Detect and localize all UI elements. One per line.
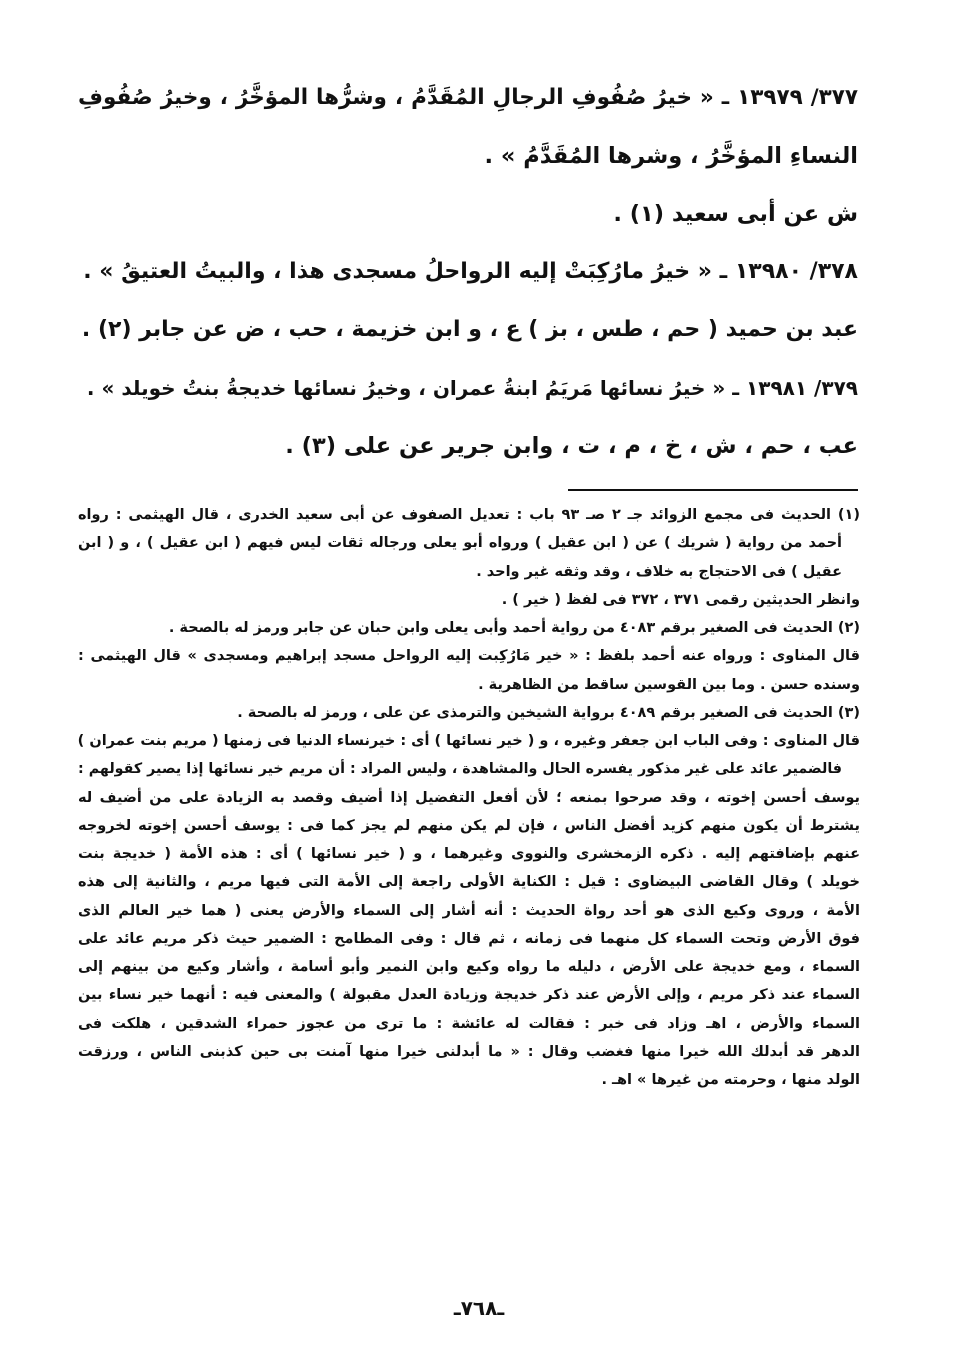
footnote-line: خويلد ) وقال القاضى البيضاوى : قيل : الكناية الأولى راجعة إلى الأمة التى فيها مريم ، والثانية إلى هذه: [78, 874, 860, 891]
footnote-line: أحمد من رواية ( شريك ) عن ( ابن عقيل ) ورواه أبو يعلى ورجاله ثقات ليس فيهم ( ابن عقيل ) ، و ( ابن: [78, 535, 842, 552]
page-number: ـ٧٦٨ـ: [453, 1296, 505, 1320]
footnote-line: السماء ، ومع خديجة على الأرض ، دليله ما رواه وكيع وابن النمير وأبو أسامة ، وأشار وكيع من بينهم إلى: [78, 959, 860, 975]
footnote-line: فوق الأرض وتحت السماء كل منهما فى زمانه ، ثم قال : وفى المطامح : الضمير حيث ذكر مريم عائد على: [78, 930, 860, 947]
footnote-line: الولد منها ، وحرمته من غيرها » اهـ .: [601, 1072, 860, 1088]
hadith-379: ٣٧٩/ ١٣٩٨١ ـ « خيرُ نسائها مَريَمُ ابنةُ عمران ، وخيرُ نسائها خديجةُ بنتُ خويلد » .: [86, 376, 858, 400]
footnote-line: يشترط أن يكون منهم كزيد أفضل الناس ، فإن لم يكن منهم لم يجز كما فى : يوسف أحسن إخوته لخروجه: [78, 817, 860, 834]
main-text: [78, 84, 858, 490]
footnote-line: فالضمير عائد على غير مذكور يفسره الحال والمشاهدة ، وليس المراد : أن مريم خير نسائها إذا يصير كقولهم :: [78, 761, 842, 778]
footnote-line: عقيل ) فى الاحتجاج به خلاف ، وقد وثقه غير واحد .: [476, 563, 842, 580]
hadith-377-source: ش عن أبى سعيد (١) .: [613, 201, 858, 227]
hadith-378-source: عبد بن حميد ( حم ، طس ، بز ) ع ، و ابن خزيمة ، حب ، ض عن جابر (٢) .: [81, 317, 858, 342]
footnote-line: عنهم بإضافتهم إليه . ذكره الزمخشرى والنووى وغيرهما ، و ( خير نسائها ) أى : هذه الأمة ( خديجة بنت: [78, 846, 860, 862]
footnote-line: (١) الحديث فى مجمع الزوائد جـ ٢ صـ ٩٣ باب : تعديل الصفوف عن أبى سعيد الخدرى ، قال الهيثمى : رواه: [78, 507, 860, 523]
footnote-line: وسنده حسن . وما بين القوسين ساقط من الظاهرية .: [478, 676, 860, 693]
footnote-line: الدهر قد أبدلك الله خيرا منها فغضب وقال : « ما أبدلنى خيرا منها آمنت بى حين كذبنى الناس ، ورزقت: [78, 1043, 860, 1060]
footnote-line: السماء عند ذكر مريم ، وإلى الأرض عند ذكر خديجة وزيادة العدل مقبولة ) والمعنى فيه : أنهما خير نساء بين: [78, 987, 860, 1004]
footnote-line: قال المناوى : وفى الباب ابن جعفر وغيره ، و ( خير نسائها ) أى : خيرنساء الدنيا فى زمنها ( مريم بنت عمران ): [77, 733, 860, 749]
footnote-line: يوسف أحسن إخوته ، وقد صرحوا بمنعه ؛ لأن أفعل التفضيل إذا أضيف وقصد به الزيادة على من أضيف له: [78, 789, 860, 806]
hadith-379-source: عب ، حم ، ش ، خ ، م ، ت ، وابن جرير عن على (٣) .: [285, 433, 858, 459]
footnote-line: السماء والأرض ، اهـ وزاد فى خبر : فقالت له عائشة : ما ترى من عجوز حمراء الشدقين ، هلكت فى: [78, 1015, 860, 1032]
footnote-line: الأمة ، وروى وكيع الذى هو أحد رواة الحديث : أنه أشار إلى السماء والأرض يعنى ( هما خير العالم الذى: [78, 902, 860, 919]
hadith-377-line-2: النساءِ المؤخَّرُ ، وشرها المُقَدَّمُ » .: [484, 143, 858, 169]
footnote-line: (٢) الحديث فى الصغير برقم ٤٠٨٣ من رواية أحمد وأبى يعلى وابن حبان عن جابر ورمز له بالصحة .: [168, 620, 860, 636]
footnote-line: قال المناوى : ورواه عنه أحمد بلفظ : « خير مَارُكِبت إليه الرواحل مسجد إبراهيم ومسجدى » قال الهيثمى :: [78, 648, 860, 665]
footnote-line: وانظر الحديثين رقمى ٣٧١ ، ٣٧٢ فى لفظ ( خير ) .: [501, 591, 860, 608]
footnote-line: (٣) الحديث فى الصغير برقم ٤٠٨٩ برواية الشيخين والترمذى عن على ، ورمز له بالصحة .: [237, 704, 860, 721]
footnotes: [78, 505, 860, 1098]
hadith-378: ٣٧٨/ ١٣٩٨٠ ـ « خيرُ مارُكِبَتْ إليه الرواحلُ مسجدى هذا ، والبيتُ العتيقُ » .: [83, 259, 858, 284]
footnote-divider: [568, 489, 858, 491]
hadith-377-line-1: ٣٧٧/ ١٣٩٧٩ ـ « خيرُ صُفُوفِ الرجالِ المُقَدَّمُ ، وشرُّها المؤخَّرُ ، وخيرُ صُفُوفِ: [78, 85, 858, 110]
